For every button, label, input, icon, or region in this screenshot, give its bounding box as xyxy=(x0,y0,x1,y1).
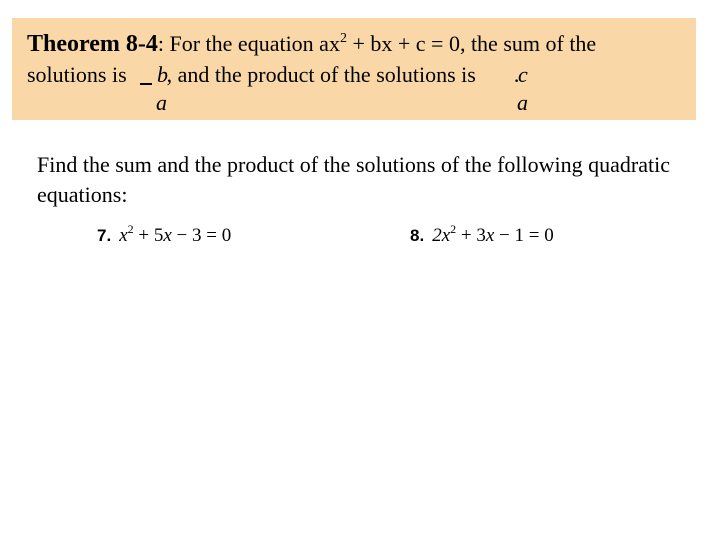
minus-sign xyxy=(140,83,152,85)
theorem-line2-middle: , and the product of the solutions is xyxy=(166,62,476,87)
problem-term: − 3 = 0 xyxy=(171,225,232,246)
sum-numerator: b xyxy=(157,62,168,87)
theorem-line1-intro: : For the equation ax xyxy=(157,31,340,56)
problem-exponent: 2 xyxy=(127,222,134,236)
theorem-line2-start: solutions is xyxy=(27,62,127,87)
problem-7 xyxy=(97,222,232,247)
problem-number: 8. xyxy=(410,226,425,245)
instructions-text: Find the sum and the product of the solutions of the following quadratic equations: xyxy=(37,152,671,207)
theorem-title: Theorem 8-4 xyxy=(27,31,158,57)
theorem-line2-end: . xyxy=(513,62,520,87)
problem-term: + 5 xyxy=(133,225,164,246)
theorem-line1-rest: + bx + c = 0, the sum of the xyxy=(346,31,597,56)
problem-8 xyxy=(410,222,554,247)
problem-number: 7. xyxy=(97,226,112,245)
sum-denominator: a xyxy=(156,90,167,115)
problem-term: 2x xyxy=(432,225,451,246)
problem-exponent: 2 xyxy=(450,222,457,236)
problem-term: x xyxy=(485,225,495,246)
problem-term: + 3 xyxy=(456,225,486,246)
problem-term: − 1 = 0 xyxy=(494,225,554,246)
theorem-exponent: 2 xyxy=(339,31,347,46)
product-numerator: c xyxy=(518,62,528,87)
theorem-line-2 xyxy=(27,62,519,88)
problem-term: x xyxy=(119,225,128,246)
product-denominator: a xyxy=(517,90,528,115)
theorem-line-1 xyxy=(27,31,596,58)
problem-term: x xyxy=(163,225,172,246)
